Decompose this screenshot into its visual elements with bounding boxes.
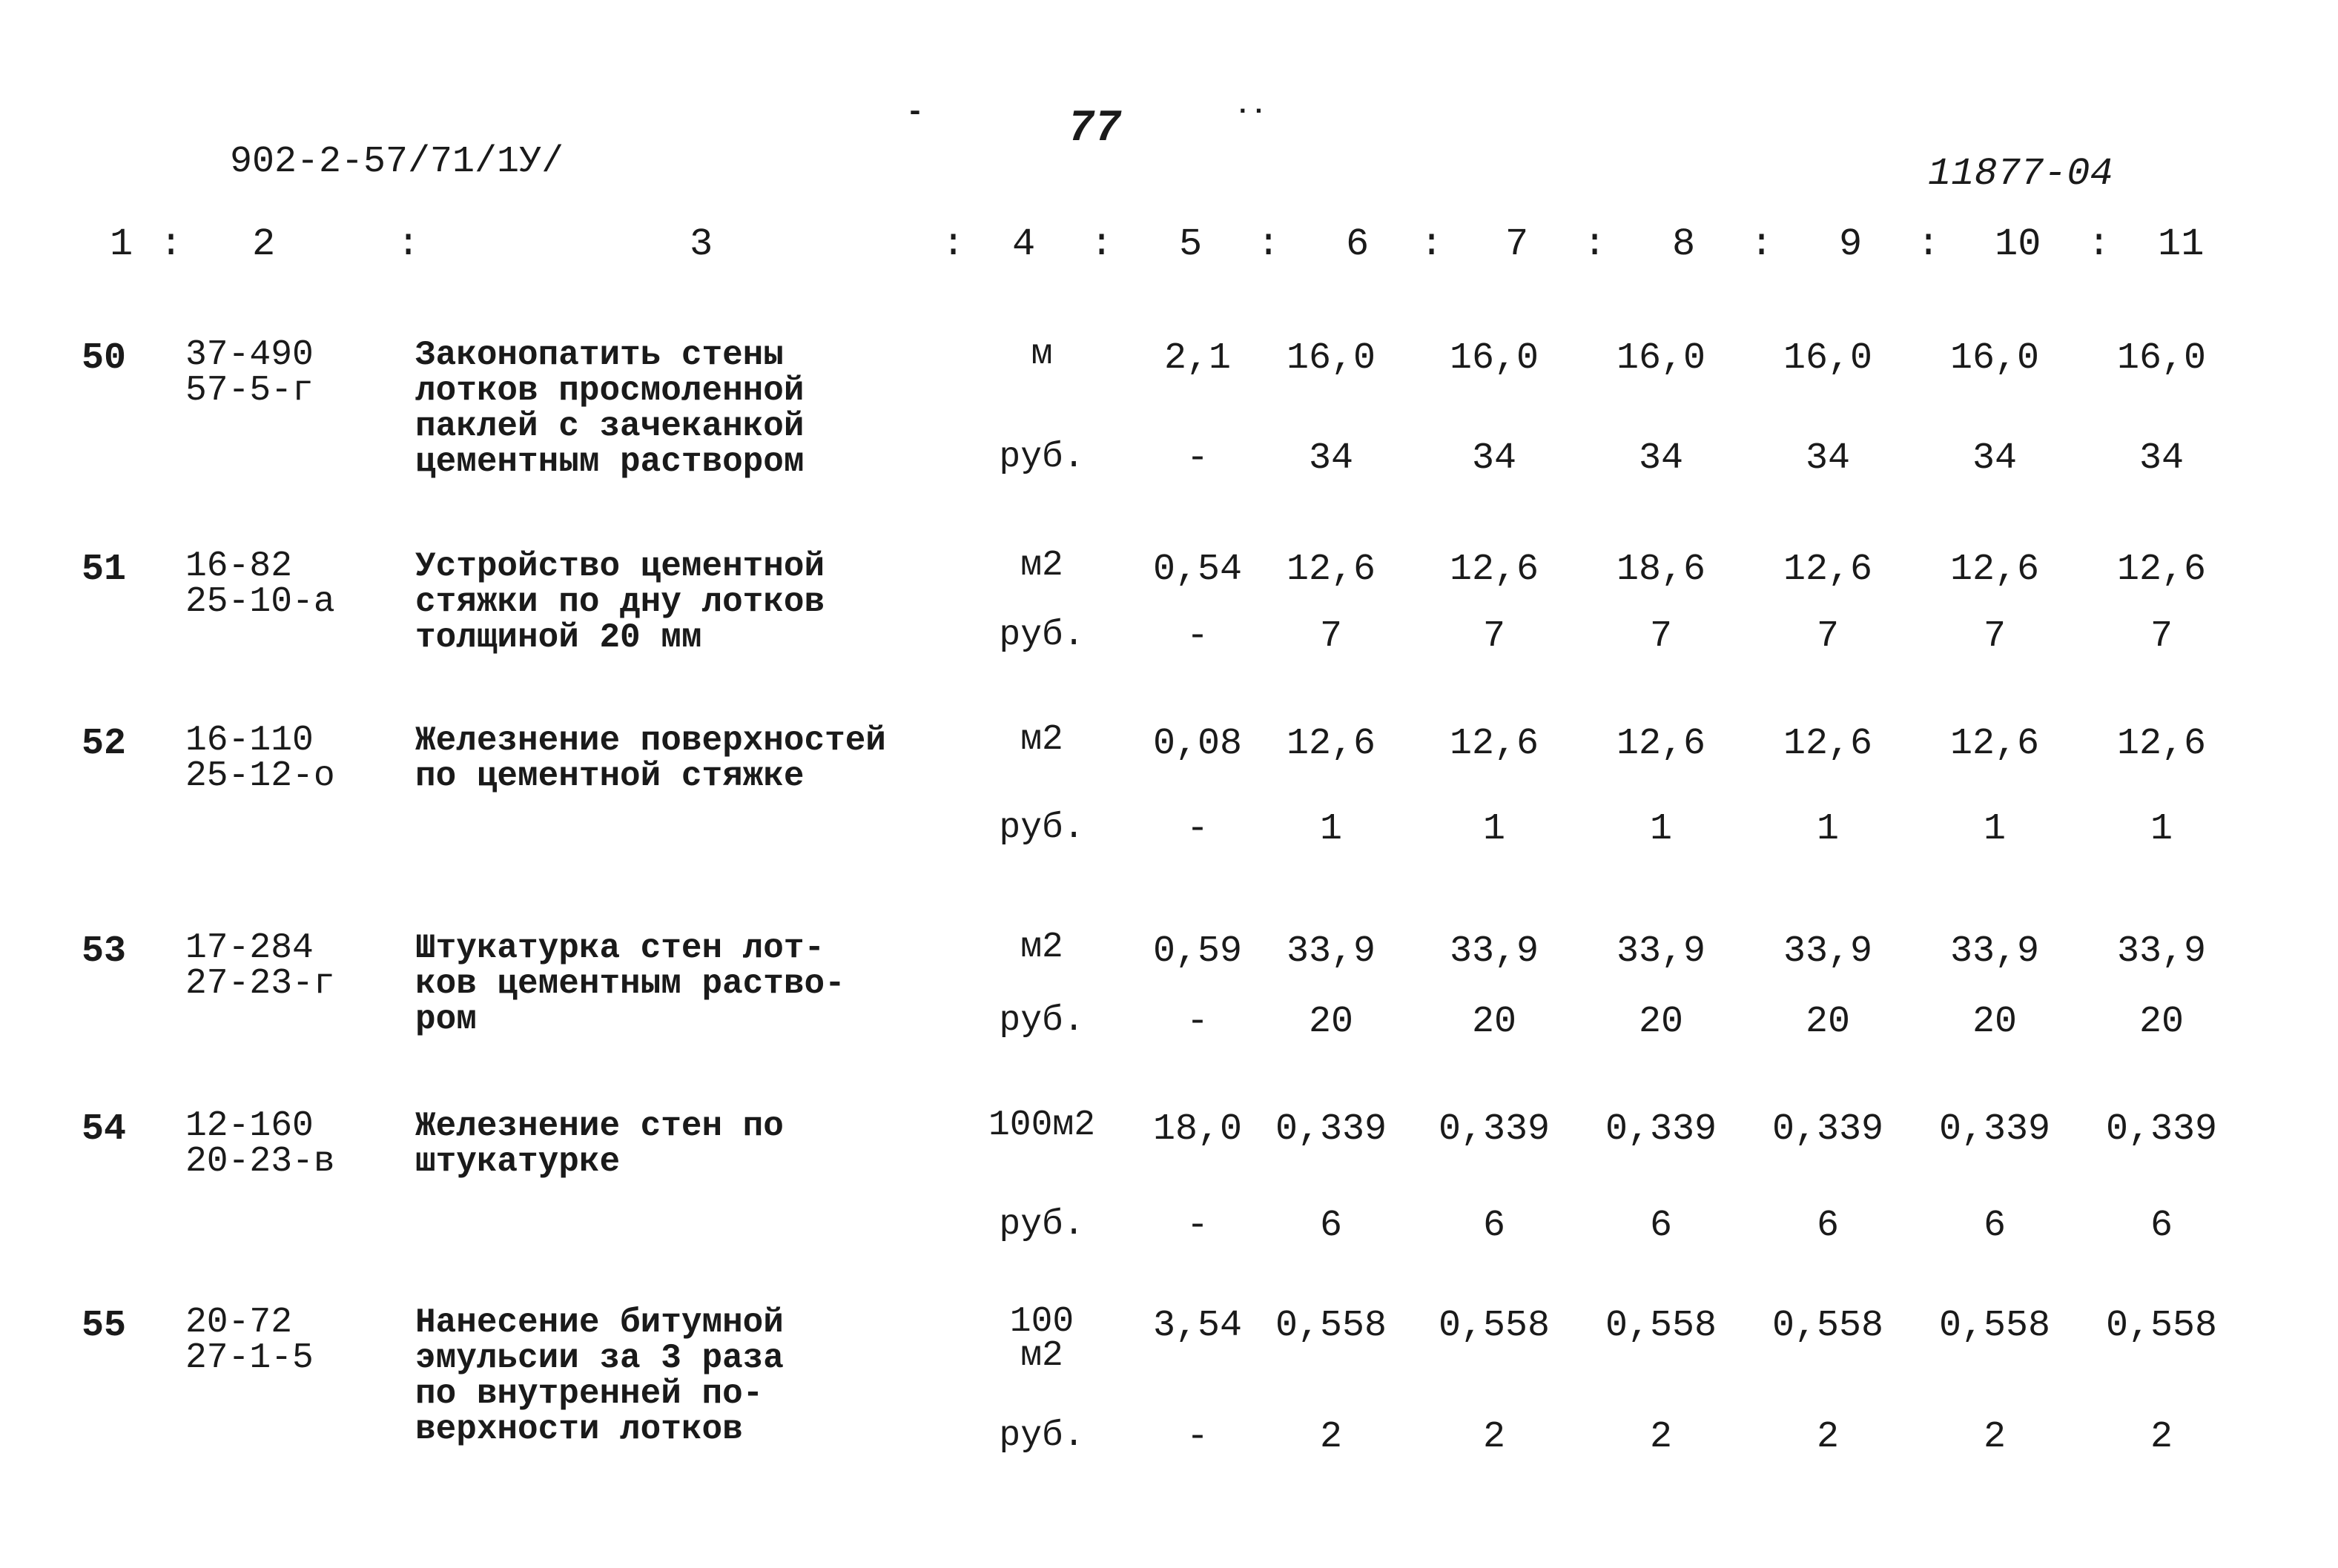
work-description-line: Штукатурка стен лот-	[415, 929, 825, 967]
unit-of-measure: 100м2	[988, 1105, 1096, 1145]
quantity-cell: 16,0	[1949, 337, 2040, 380]
cost-cell: 20	[1471, 1001, 1516, 1043]
work-description-line: лотков просмоленной	[415, 371, 805, 410]
cost-cell: 6	[1816, 1205, 1839, 1247]
cost-cell: 34	[1471, 437, 1516, 480]
row-number: 54	[82, 1108, 127, 1151]
cost-unit: руб.	[999, 1205, 1085, 1245]
quantity-cell: 33,9	[1616, 930, 1706, 973]
cost-cell: 6	[1482, 1205, 1505, 1247]
price-code-secondary: 25-10-а	[185, 582, 335, 622]
cost-cell: 7	[1319, 615, 1342, 658]
quantity-cell: 33,9	[2116, 930, 2207, 973]
cost-cell: 2	[1319, 1416, 1342, 1458]
quantity-cell: 0,558	[1605, 1305, 1717, 1347]
price-code-primary: 37-490	[185, 335, 314, 375]
quantity-cell: 12,6	[1949, 723, 2040, 765]
cost-cell: 7	[2150, 615, 2173, 658]
column-header: 2	[252, 222, 276, 266]
quantity-cell: 0,558	[2105, 1305, 2218, 1347]
unit-norm-dash: -	[1186, 1416, 1209, 1458]
archive-number: 11877-04	[1928, 152, 2113, 196]
quantity-cell: 0,339	[1771, 1108, 1884, 1151]
column-header: 1	[110, 222, 133, 266]
quantity-cell: 16,0	[1783, 337, 1873, 380]
work-description-line: Законопатить стены	[415, 336, 784, 374]
quantity-cell: 0,558	[1771, 1305, 1884, 1347]
column-separator: :	[1257, 222, 1281, 266]
work-description-line: цементным раствором	[415, 443, 805, 481]
cost-cell: 20	[1805, 1001, 1850, 1043]
column-header: 8	[1672, 222, 1696, 266]
quantity-cell: 12,6	[1286, 549, 1376, 591]
cost-cell: 2	[1482, 1416, 1505, 1458]
row-number: 50	[82, 337, 127, 380]
quantity-cell: 12,6	[1783, 723, 1873, 765]
cost-cell: 1	[1319, 808, 1342, 850]
cost-cell: 7	[1816, 615, 1839, 658]
quantity-cell: 12,6	[1449, 549, 1539, 591]
cost-cell: 2	[2150, 1416, 2173, 1458]
unit-of-measure: м2	[1020, 720, 1063, 760]
price-code-secondary: 27-23-г	[185, 964, 335, 1004]
cost-cell: 1	[2150, 808, 2173, 850]
cost-cell: 1	[1983, 808, 2006, 850]
cost-cell: 34	[1805, 437, 1850, 480]
quantity-cell: 18,6	[1616, 549, 1706, 591]
column-separator: :	[1090, 222, 1114, 266]
column-header: 10	[1995, 222, 2041, 266]
cost-cell: 1	[1649, 808, 1672, 850]
cost-cell: 6	[1319, 1205, 1342, 1247]
header-dash-right: ..	[1235, 90, 1267, 121]
cost-cell: 2	[1649, 1416, 1672, 1458]
cost-unit: руб.	[999, 808, 1085, 848]
quantity-cell: 0,339	[1938, 1108, 2051, 1151]
unit-norm-value: 2,1	[1163, 337, 1231, 380]
quantity-cell: 33,9	[1783, 930, 1873, 973]
price-code-primary: 20-72	[185, 1303, 293, 1343]
unit-norm-dash: -	[1186, 808, 1209, 850]
work-description-line: ков цементным раство-	[415, 965, 845, 1003]
column-header-row	[0, 222, 2338, 282]
work-description-line: по внутренней по-	[415, 1375, 764, 1413]
column-separator: :	[1583, 222, 1607, 266]
cost-unit: руб.	[999, 615, 1085, 655]
column-separator: :	[1750, 222, 1774, 266]
unit-of-measure: м2	[1020, 927, 1063, 967]
quantity-cell: 16,0	[2116, 337, 2207, 380]
price-code-primary: 12-160	[185, 1106, 314, 1146]
quantity-cell: 12,6	[1449, 723, 1539, 765]
column-header: 3	[690, 222, 713, 266]
column-header: 5	[1179, 222, 1203, 266]
cost-cell: 20	[2139, 1001, 2184, 1043]
work-description-line: по цементной стяжке	[415, 757, 805, 795]
cost-unit: руб.	[999, 1001, 1085, 1041]
price-code-primary: 16-82	[185, 546, 293, 586]
unit-norm-dash: -	[1186, 1001, 1209, 1043]
unit-norm-value: 0,54	[1152, 549, 1243, 591]
cost-cell: 2	[1983, 1416, 2006, 1458]
work-description-line: Железнение стен по	[415, 1107, 784, 1145]
unit-of-measure: м	[1031, 334, 1053, 374]
quantity-cell: 16,0	[1449, 337, 1539, 380]
row-number: 52	[82, 723, 127, 765]
cost-cell: 7	[1649, 615, 1672, 658]
price-code-secondary: 57-5-г	[185, 371, 314, 411]
cost-unit: руб.	[999, 1416, 1085, 1456]
row-number: 55	[82, 1305, 127, 1347]
cost-cell: 34	[2139, 437, 2184, 480]
row-number: 51	[82, 549, 127, 591]
unit-norm-value: 18,0	[1152, 1108, 1243, 1151]
quantity-cell: 0,339	[1275, 1108, 1387, 1151]
column-header: 4	[1012, 222, 1036, 266]
cost-cell: 20	[1638, 1001, 1683, 1043]
work-description-line: толщиной 20 мм	[415, 618, 702, 657]
unit-norm-dash: -	[1186, 437, 1209, 480]
column-separator: :	[1420, 222, 1444, 266]
column-header: 7	[1505, 222, 1529, 266]
quantity-cell: 16,0	[1616, 337, 1706, 380]
quantity-cell: 0,558	[1938, 1305, 2051, 1347]
price-code-primary: 16-110	[185, 721, 314, 761]
column-header: 11	[2158, 222, 2205, 266]
row-number: 53	[82, 930, 127, 973]
quantity-cell: 16,0	[1286, 337, 1376, 380]
price-code-primary: 17-284	[185, 928, 314, 968]
column-separator: :	[159, 222, 183, 266]
column-separator: :	[397, 222, 420, 266]
work-description-line: Нанесение битумной	[415, 1303, 784, 1342]
unit-norm-value: 0,59	[1152, 930, 1243, 973]
work-description-line: стяжки по дну лотков	[415, 583, 825, 621]
quantity-cell: 33,9	[1286, 930, 1376, 973]
column-header: 6	[1346, 222, 1370, 266]
unit-norm-value: 0,08	[1152, 723, 1243, 765]
cost-cell: 1	[1482, 808, 1505, 850]
work-description-line: штукатурке	[415, 1142, 621, 1181]
cost-cell: 20	[1308, 1001, 1353, 1043]
document-code: 902-2-57/71/1У/	[230, 141, 564, 183]
quantity-cell: 12,6	[1949, 549, 2040, 591]
column-separator: :	[1917, 222, 1941, 266]
unit-norm-value: 3,54	[1152, 1305, 1243, 1347]
cost-cell: 7	[1983, 615, 2006, 658]
cost-cell: 7	[1482, 615, 1505, 658]
quantity-cell: 0,339	[1438, 1108, 1551, 1151]
work-description-line: Устройство цементной	[415, 547, 825, 586]
work-description-line: ром	[415, 1000, 477, 1039]
quantity-cell: 12,6	[1286, 723, 1376, 765]
quantity-cell: 0,339	[1605, 1108, 1717, 1151]
cost-cell: 20	[1972, 1001, 2017, 1043]
cost-cell: 34	[1638, 437, 1683, 480]
header-dash-left: -	[906, 96, 925, 130]
work-description-line: Железнение поверхностей	[415, 721, 886, 760]
column-separator: :	[942, 222, 965, 266]
unit-norm-dash: -	[1186, 1205, 1209, 1247]
quantity-cell: 12,6	[1783, 549, 1873, 591]
quantity-cell: 0,339	[2105, 1108, 2218, 1151]
quantity-cell: 33,9	[1949, 930, 2040, 973]
quantity-cell: 12,6	[2116, 723, 2207, 765]
quantity-cell: 0,558	[1275, 1305, 1387, 1347]
cost-cell: 6	[1649, 1205, 1672, 1247]
cost-cell: 1	[1816, 808, 1839, 850]
cost-cell: 6	[2150, 1205, 2173, 1247]
page-number: 77	[1068, 104, 1122, 154]
unit-of-measure: м2	[1020, 546, 1063, 586]
cost-cell: 34	[1972, 437, 2017, 480]
unit-norm-dash: -	[1186, 615, 1209, 658]
quantity-cell: 12,6	[1616, 723, 1706, 765]
work-description-line: верхности лотков	[415, 1410, 743, 1449]
price-code-secondary: 27-1-5	[185, 1338, 314, 1378]
quantity-cell: 0,558	[1438, 1305, 1551, 1347]
work-description-line: паклей с зачеканкой	[415, 407, 805, 446]
column-separator: :	[2087, 222, 2111, 266]
price-code-secondary: 20-23-в	[185, 1142, 335, 1182]
cost-cell: 2	[1816, 1416, 1839, 1458]
work-description-line: эмульсии за 3 раза	[415, 1339, 784, 1377]
unit-of-measure: 100 м2	[1009, 1302, 1074, 1376]
cost-cell: 6	[1983, 1205, 2006, 1247]
quantity-cell: 33,9	[1449, 930, 1539, 973]
quantity-cell: 12,6	[2116, 549, 2207, 591]
cost-unit: руб.	[999, 437, 1085, 477]
cost-cell: 34	[1308, 437, 1353, 480]
column-header: 9	[1839, 222, 1863, 266]
price-code-secondary: 25-12-о	[185, 756, 335, 796]
